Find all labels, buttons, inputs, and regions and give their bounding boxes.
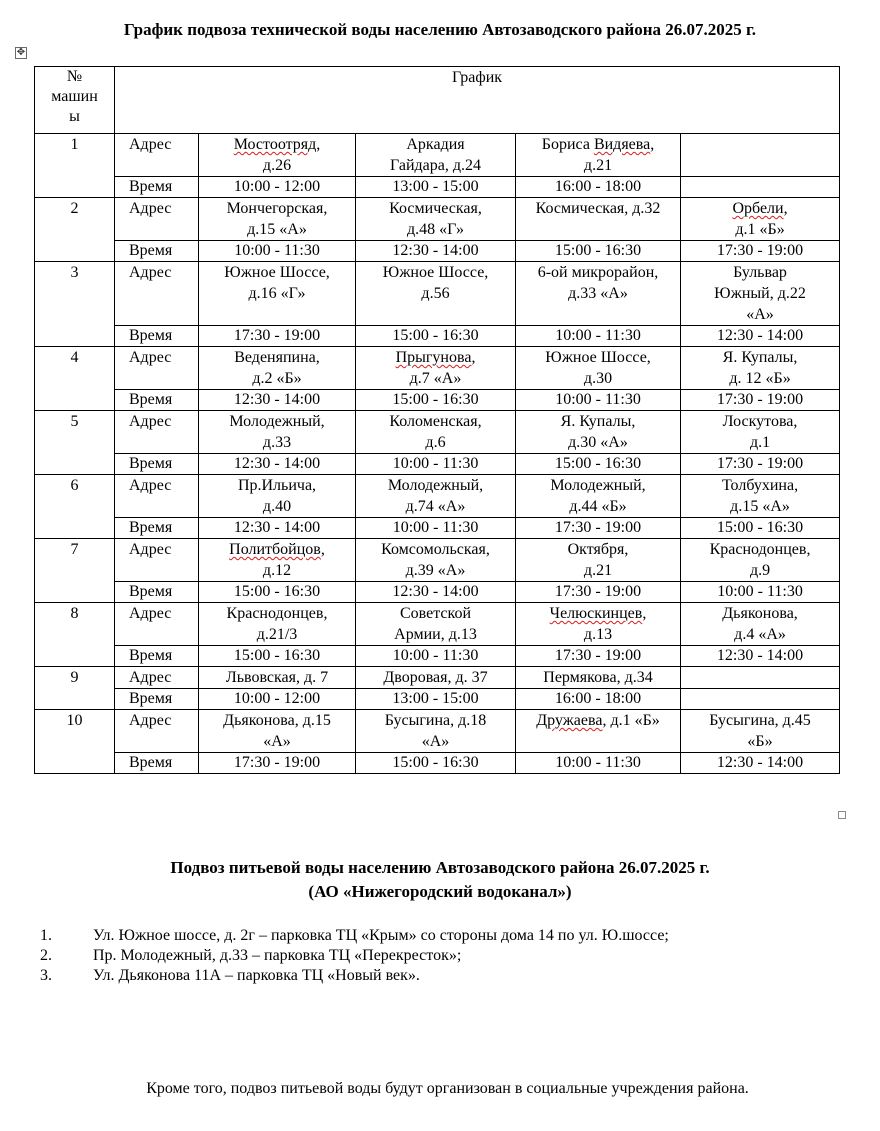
address-line: д.15 «А» xyxy=(247,221,307,238)
address-line: Молодежный, xyxy=(550,477,646,494)
header-vehicle-number-line: № xyxy=(66,68,83,85)
time-row xyxy=(35,689,840,710)
address-line: Лоскутова, xyxy=(722,413,798,430)
address-line: Южное Шоссе, xyxy=(224,264,330,281)
address-cell xyxy=(199,347,356,390)
address-line: Краснодонцев, xyxy=(709,541,811,558)
vehicle-number-cell: 8 xyxy=(35,603,115,667)
point-number: 3. xyxy=(40,967,52,984)
time-cell: 17:30 - 19:00 xyxy=(516,518,681,539)
header-schedule: График xyxy=(115,67,840,134)
drinking-water-point xyxy=(40,926,669,946)
time-row xyxy=(35,454,840,475)
address-cell xyxy=(199,603,356,646)
address-cell xyxy=(199,539,356,582)
address-row xyxy=(35,710,840,753)
time-cell: 10:00 - 11:30 xyxy=(356,646,516,667)
time-label: Время xyxy=(115,753,199,774)
address-line: Веденяпина, xyxy=(234,349,320,366)
address-label: Адрес xyxy=(115,475,199,518)
address-cell xyxy=(199,411,356,454)
water-schedule-table xyxy=(34,66,840,774)
address-line: д.30 xyxy=(583,370,613,387)
address-line: д.21 xyxy=(583,562,613,579)
address-line: д.1 «Б» xyxy=(735,221,785,238)
point-text: Ул. Дьяконова 11А – парковка ТЦ «Новый век». xyxy=(93,967,420,984)
vehicle-number-cell: 6 xyxy=(35,475,115,539)
address-line: Мостоотряд, xyxy=(233,136,321,153)
table-resize-handle-icon[interactable] xyxy=(838,811,846,819)
time-row xyxy=(35,390,840,411)
address-cell xyxy=(681,667,840,689)
time-cell: 15:00 - 16:30 xyxy=(356,326,516,347)
address-row xyxy=(35,198,840,241)
time-cell: 10:00 - 11:30 xyxy=(516,753,681,774)
vehicle-number-cell: 7 xyxy=(35,539,115,603)
address-line: Бусыгина, д.45 xyxy=(709,712,811,729)
time-cell: 10:00 - 11:30 xyxy=(356,518,516,539)
time-row xyxy=(35,646,840,667)
drinking-water-point xyxy=(40,966,669,986)
address-line: Пр.Ильича, xyxy=(237,477,317,494)
address-row xyxy=(35,539,840,582)
time-cell: 10:00 - 12:00 xyxy=(199,177,356,198)
time-cell: 12:30 - 14:00 xyxy=(199,454,356,475)
header-vehicle-number xyxy=(35,67,115,134)
address-line: д.56 xyxy=(421,285,450,302)
address-line: д.48 «Г» xyxy=(407,221,464,238)
address-line: Мончегорская, xyxy=(226,200,328,217)
address-cell xyxy=(516,411,681,454)
address-line: д.74 «А» xyxy=(405,498,466,515)
vehicle-number-cell: 3 xyxy=(35,262,115,347)
address-line: д.44 «Б» xyxy=(569,498,627,515)
footer-note: Кроме того, подвоз питьевой воды будут организован в социальные учреждения района. xyxy=(146,1080,749,1097)
address-cell xyxy=(516,262,681,326)
time-row xyxy=(35,241,840,262)
time-row xyxy=(35,177,840,198)
time-label: Время xyxy=(115,454,199,475)
address-line: Аркадия xyxy=(406,136,465,153)
time-cell: 10:00 - 11:30 xyxy=(516,326,681,347)
address-cell xyxy=(356,539,516,582)
time-label: Время xyxy=(115,177,199,198)
address-line: д.30 «А» xyxy=(568,434,628,451)
address-line: Космическая, xyxy=(389,200,482,217)
address-line: Пермякова, д.34 xyxy=(543,669,653,686)
address-cell xyxy=(516,539,681,582)
address-cell xyxy=(356,475,516,518)
time-cell: 15:00 - 16:30 xyxy=(516,241,681,262)
address-label: Адрес xyxy=(115,603,199,646)
address-line: «А» xyxy=(263,733,291,750)
time-cell: 15:00 - 16:30 xyxy=(356,390,516,411)
address-line: Я. Купалы, xyxy=(560,413,636,430)
point-number: 1. xyxy=(40,927,52,944)
time-cell: 12:30 - 14:00 xyxy=(681,326,840,347)
address-line: д.40 xyxy=(262,498,292,515)
address-cell xyxy=(199,262,356,326)
address-cell xyxy=(199,667,356,689)
address-line: Львовская, д. 7 xyxy=(225,669,329,686)
address-line: Дружаева, д.1 «Б» xyxy=(536,712,660,729)
time-cell: 10:00 - 11:30 xyxy=(516,390,681,411)
address-row xyxy=(35,667,840,689)
address-cell xyxy=(356,667,516,689)
address-line: Комсомольская, xyxy=(381,541,490,558)
time-cell: 12:30 - 14:00 xyxy=(356,241,516,262)
address-line: д.13 xyxy=(583,626,613,643)
address-line: д.1 xyxy=(749,434,771,451)
time-cell: 17:30 - 19:00 xyxy=(516,646,681,667)
address-line: д.33 «А» xyxy=(568,285,628,302)
address-line: д. 12 «Б» xyxy=(729,370,791,387)
time-label: Время xyxy=(115,689,199,710)
time-cell: 17:30 - 19:00 xyxy=(516,582,681,603)
time-label: Время xyxy=(115,326,199,347)
time-cell: 12:30 - 14:00 xyxy=(199,390,356,411)
time-cell: 10:00 - 11:30 xyxy=(356,454,516,475)
time-cell xyxy=(681,177,840,198)
time-cell: 12:30 - 14:00 xyxy=(199,518,356,539)
address-line: Южное Шоссе, xyxy=(382,264,489,281)
address-line: Армии, д.13 xyxy=(394,626,477,643)
header-vehicle-number-line: машин xyxy=(51,88,98,105)
time-cell: 15:00 - 16:30 xyxy=(199,646,356,667)
drinking-water-title-line1: Подвоз питьевой воды населению Автозаводского района 26.07.2025 г. xyxy=(170,858,710,877)
address-line: Орбели, xyxy=(732,200,788,217)
address-cell xyxy=(681,710,840,753)
spellcheck-underline: Челюскинцев xyxy=(549,605,643,622)
table-header-row xyxy=(35,67,840,134)
address-cell xyxy=(516,710,681,753)
drinking-water-points-list xyxy=(40,926,669,986)
address-line: «Б» xyxy=(747,733,773,750)
address-label: Адрес xyxy=(115,710,199,753)
address-cell xyxy=(356,198,516,241)
address-label: Адрес xyxy=(115,262,199,326)
address-cell xyxy=(516,667,681,689)
time-cell: 10:00 - 12:00 xyxy=(199,689,356,710)
time-label: Время xyxy=(115,390,199,411)
spellcheck-underline: Орбели xyxy=(732,200,784,217)
time-label: Время xyxy=(115,646,199,667)
address-cell xyxy=(516,198,681,241)
address-line: Октября, xyxy=(567,541,629,558)
address-line: д.26 xyxy=(262,157,292,174)
time-label: Время xyxy=(115,518,199,539)
time-cell: 12:30 - 14:00 xyxy=(356,582,516,603)
address-line: д.6 xyxy=(425,434,446,451)
vehicle-number-cell: 10 xyxy=(35,710,115,774)
address-line: 6-ой микрорайон, xyxy=(537,264,659,281)
time-cell xyxy=(681,689,840,710)
address-cell xyxy=(681,539,840,582)
address-cell xyxy=(356,262,516,326)
time-cell: 15:00 - 16:30 xyxy=(681,518,840,539)
time-cell: 16:00 - 18:00 xyxy=(516,177,681,198)
address-row xyxy=(35,262,840,326)
address-line: д.39 «А» xyxy=(405,562,466,579)
spellcheck-underline: Дружаева xyxy=(536,712,603,729)
address-line: Космическая, д.32 xyxy=(535,200,661,217)
address-line: «А» xyxy=(746,306,774,323)
address-line: д.33 xyxy=(262,434,292,451)
address-cell xyxy=(516,475,681,518)
address-line: Молодежный, xyxy=(387,477,484,494)
address-cell xyxy=(516,603,681,646)
table-move-handle-icon[interactable]: ✥ xyxy=(16,47,26,58)
address-row xyxy=(35,603,840,646)
address-line: д.16 «Г» xyxy=(248,285,306,302)
address-cell xyxy=(516,347,681,390)
address-cell xyxy=(516,134,681,177)
address-line: Дьяконова, xyxy=(722,605,798,622)
header-vehicle-number-line: ы xyxy=(69,108,80,125)
time-row xyxy=(35,753,840,774)
address-cell xyxy=(356,347,516,390)
address-line: Дворовая, д. 37 xyxy=(383,669,488,686)
time-cell: 12:30 - 14:00 xyxy=(681,646,840,667)
time-cell: 12:30 - 14:00 xyxy=(681,753,840,774)
address-row xyxy=(35,475,840,518)
time-cell: 17:30 - 19:00 xyxy=(199,326,356,347)
vehicle-number-cell: 5 xyxy=(35,411,115,475)
time-row xyxy=(35,326,840,347)
address-cell xyxy=(681,475,840,518)
address-label: Адрес xyxy=(115,134,199,177)
address-line: д.21/3 xyxy=(256,626,298,643)
address-line: «А» xyxy=(421,733,450,750)
time-label: Время xyxy=(115,582,199,603)
point-number: 2. xyxy=(40,947,52,964)
address-line: Бусыгина, д.18 xyxy=(384,712,487,729)
address-line: Советской xyxy=(399,605,472,622)
address-line: Толбухина, xyxy=(721,477,799,494)
drinking-water-title-line2: (АО «Нижегородский водоканал») xyxy=(308,882,572,901)
address-cell xyxy=(681,198,840,241)
time-row xyxy=(35,582,840,603)
address-cell xyxy=(681,347,840,390)
drinking-water-title xyxy=(0,856,880,904)
address-line: Южный, д.22 xyxy=(714,285,806,302)
address-row xyxy=(35,134,840,177)
address-cell xyxy=(681,603,840,646)
address-line: Краснодонцев, xyxy=(226,605,328,622)
address-cell xyxy=(356,411,516,454)
address-cell xyxy=(356,134,516,177)
address-line: д.21 xyxy=(583,157,613,174)
address-cell xyxy=(681,411,840,454)
time-cell: 15:00 - 16:30 xyxy=(199,582,356,603)
time-cell: 17:30 - 19:00 xyxy=(681,390,840,411)
point-text: Ул. Южное шоссе, д. 2г – парковка ТЦ «Крым» со стороны дома 14 по ул. Ю.шоссе; xyxy=(93,927,669,944)
vehicle-number-cell: 4 xyxy=(35,347,115,411)
address-row xyxy=(35,347,840,390)
spellcheck-underline: Прыгунова xyxy=(395,349,472,366)
address-cell xyxy=(199,475,356,518)
time-cell: 17:30 - 19:00 xyxy=(681,454,840,475)
address-cell xyxy=(356,710,516,753)
address-line: Дьяконова, д.15 xyxy=(223,712,331,729)
address-cell xyxy=(199,134,356,177)
address-label: Адрес xyxy=(115,411,199,454)
address-line: д.15 «А» xyxy=(730,498,790,515)
address-label: Адрес xyxy=(115,347,199,390)
time-cell: 15:00 - 16:30 xyxy=(356,753,516,774)
address-line: д.4 «А» xyxy=(734,626,786,643)
address-row xyxy=(35,411,840,454)
address-cell xyxy=(681,262,840,326)
time-cell: 16:00 - 18:00 xyxy=(516,689,681,710)
vehicle-number-cell: 2 xyxy=(35,198,115,262)
spellcheck-underline: Политбойцов xyxy=(229,541,321,558)
address-line: Гайдара, д.24 xyxy=(390,157,481,174)
time-cell: 10:00 - 11:30 xyxy=(199,241,356,262)
address-cell xyxy=(199,710,356,753)
address-line: д.7 «А» xyxy=(409,370,462,387)
address-cell xyxy=(199,198,356,241)
address-line: Челюскинцев, xyxy=(549,605,647,622)
address-line: Политбойцов, xyxy=(229,541,325,558)
address-line: Южное Шоссе, xyxy=(545,349,651,366)
time-cell: 17:30 - 19:00 xyxy=(681,241,840,262)
time-row xyxy=(35,518,840,539)
address-label: Адрес xyxy=(115,667,199,689)
time-cell: 15:00 - 16:30 xyxy=(516,454,681,475)
point-text: Пр. Молодежный, д.33 – парковка ТЦ «Перекресток»; xyxy=(93,947,462,964)
time-cell: 10:00 - 11:30 xyxy=(681,582,840,603)
address-line: Бориса Видяева, xyxy=(541,136,655,153)
address-label: Адрес xyxy=(115,539,199,582)
address-cell xyxy=(681,134,840,177)
time-cell: 13:00 - 15:00 xyxy=(356,689,516,710)
address-line: д.9 xyxy=(749,562,771,579)
address-line: Молодежный, xyxy=(229,413,325,430)
drinking-water-point xyxy=(40,946,669,966)
vehicle-number-cell: 9 xyxy=(35,667,115,710)
document-title: График подвоза технической воды населению Автозаводского района 26.07.2025 г. xyxy=(123,20,757,39)
time-label: Время xyxy=(115,241,199,262)
address-line: Я. Купалы, xyxy=(722,349,798,366)
vehicle-number-cell: 1 xyxy=(35,134,115,198)
address-line: Коломенская, xyxy=(389,413,482,430)
address-line: Бульвар xyxy=(733,264,787,281)
address-label: Адрес xyxy=(115,198,199,241)
spellcheck-underline: Видяева xyxy=(593,136,651,153)
time-cell: 17:30 - 19:00 xyxy=(199,753,356,774)
address-line: Прыгунова, xyxy=(395,349,476,366)
time-cell: 13:00 - 15:00 xyxy=(356,177,516,198)
address-line: д.12 xyxy=(262,562,292,579)
address-cell xyxy=(356,603,516,646)
address-line: д.2 «Б» xyxy=(252,370,302,387)
spellcheck-underline: Мостоотряд xyxy=(233,136,317,153)
